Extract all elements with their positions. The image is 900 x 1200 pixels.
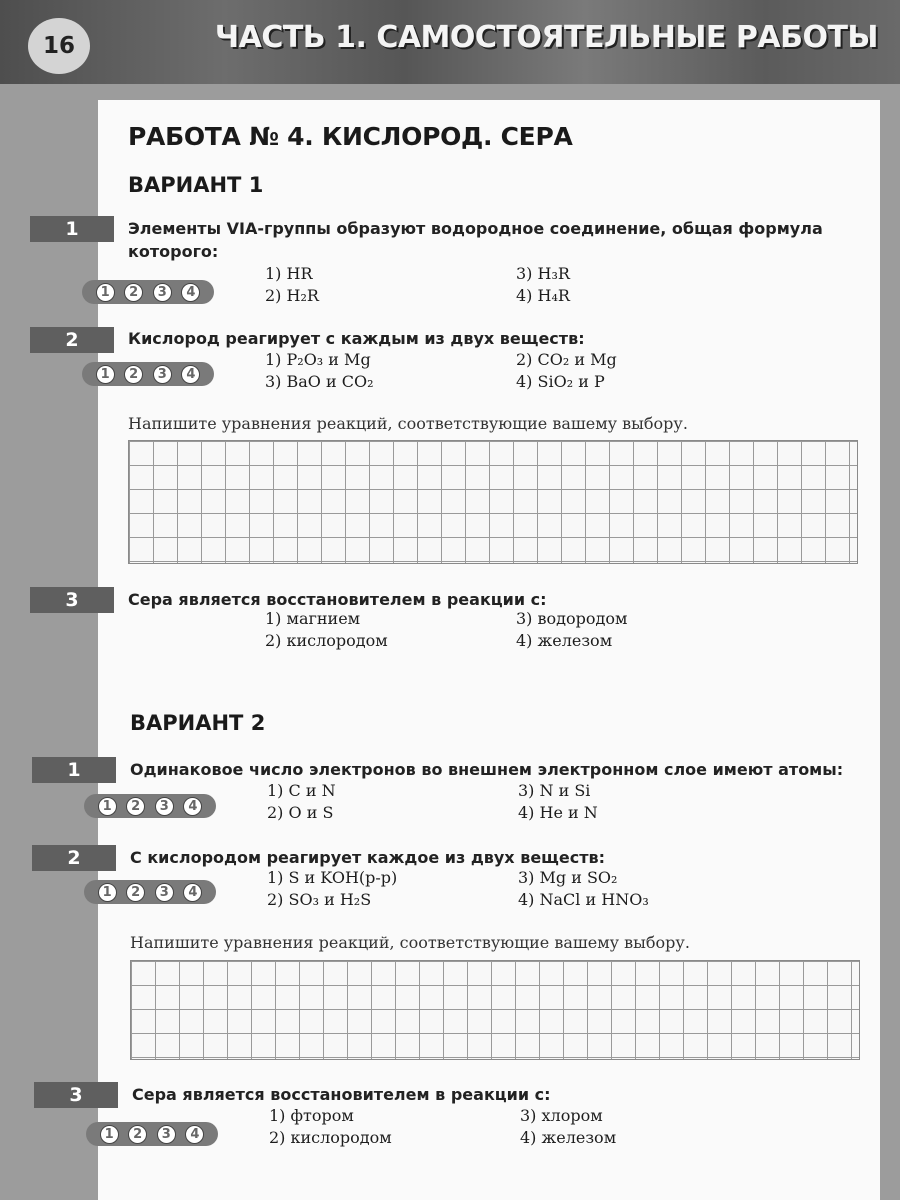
v1-q3-option-3: 3) водородом — [516, 609, 628, 628]
v1-q2-text: Кислород реагирует с каждым из двух веществ: — [128, 329, 585, 348]
answer-choice-3[interactable]: 3 — [155, 797, 174, 816]
v1-q1-option-2: 2) H₂R — [265, 286, 319, 305]
v2-q2-instruction: Напишите уравнения реакций, соответствующие вашему выбору. — [130, 933, 690, 952]
v2-q3-option-4: 4) железом — [520, 1128, 617, 1147]
v2-q2-number-tab: 2 — [32, 845, 116, 871]
header-banner — [0, 0, 900, 84]
answer-choice-2[interactable]: 2 — [124, 365, 143, 384]
answer-choice-4[interactable]: 4 — [181, 283, 200, 302]
work-title: РАБОТА № 4. КИСЛОРОД. СЕРА — [128, 122, 573, 151]
v2-q2-answer-choices — [84, 880, 216, 904]
v2-q3-number-tab: 3 — [34, 1082, 118, 1108]
v1-q1-answer-choices — [82, 280, 214, 304]
v1-q1-option-1: 1) HR — [265, 264, 313, 283]
answer-choice-1[interactable]: 1 — [100, 1125, 119, 1144]
answer-choice-2[interactable]: 2 — [126, 883, 145, 902]
answer-choice-1[interactable]: 1 — [98, 797, 117, 816]
v2-q1-option-3: 3) N и Si — [518, 781, 591, 800]
v2-q2-option-1: 1) S и KOH(р-р) — [267, 868, 398, 887]
v1-q1-text-line1: Элементы VIA-группы образуют водородное соединение, общая формула — [128, 219, 823, 238]
section-title: ЧАСТЬ 1. САМОСТОЯТЕЛЬНЫЕ РАБОТЫ — [214, 20, 878, 55]
v1-q3-option-2: 2) кислородом — [265, 631, 388, 650]
answer-choice-4[interactable]: 4 — [183, 883, 202, 902]
answer-choice-3[interactable]: 3 — [155, 883, 174, 902]
answer-choice-1[interactable]: 1 — [98, 883, 117, 902]
v2-q1-text: Одинаковое число электронов во внешнем электронном слое имеют атомы: — [130, 760, 844, 779]
v1-q1-number-tab: 1 — [30, 216, 114, 242]
v1-q2-number-tab: 2 — [30, 327, 114, 353]
v1-q3-option-4: 4) железом — [516, 631, 613, 650]
answer-choice-4[interactable]: 4 — [181, 365, 200, 384]
answer-choice-1[interactable]: 1 — [96, 365, 115, 384]
variant-2-title: ВАРИАНТ 2 — [130, 711, 266, 735]
answer-choice-2[interactable]: 2 — [128, 1125, 147, 1144]
v2-q1-option-2: 2) O и S — [267, 803, 334, 822]
answer-choice-4[interactable]: 4 — [185, 1125, 204, 1144]
v2-q3-text: Сера является восстановителем в реакции с: — [132, 1085, 551, 1104]
v2-q1-answer-choices — [84, 794, 216, 818]
answer-choice-2[interactable]: 2 — [124, 283, 143, 302]
v1-q2-option-1: 1) P₂O₃ и Mg — [265, 350, 371, 369]
v2-q1-option-4: 4) He и N — [518, 803, 598, 822]
v2-q3-answer-choices — [86, 1122, 218, 1146]
v1-q2-instruction: Напишите уравнения реакций, соответствующие вашему выбору. — [128, 414, 688, 433]
v2-q3-option-2: 2) кислородом — [269, 1128, 392, 1147]
v2-q3-option-1: 1) фтором — [269, 1106, 354, 1125]
v2-q1-number-tab: 1 — [32, 757, 116, 783]
v2-q3-option-3: 3) хлором — [520, 1106, 603, 1125]
answer-choice-4[interactable]: 4 — [183, 797, 202, 816]
answer-choice-3[interactable]: 3 — [153, 365, 172, 384]
v1-q3-option-1: 1) магнием — [265, 609, 361, 628]
variant-1-title: ВАРИАНТ 1 — [128, 173, 264, 197]
v2-q2-option-3: 3) Mg и SO₂ — [518, 868, 618, 887]
v1-q2-option-4: 4) SiO₂ и P — [516, 372, 605, 391]
v2-q2-text: С кислородом реагирует каждое из двух веществ: — [130, 848, 605, 867]
v1-q1-text-line2: которого: — [128, 242, 219, 261]
v1-q2-answer-choices — [82, 362, 214, 386]
v2-q2-option-4: 4) NaCl и HNO₃ — [518, 890, 649, 909]
v2-q2-option-2: 2) SO₃ и H₂S — [267, 890, 372, 909]
v1-answer-grid[interactable] — [128, 440, 858, 564]
answer-choice-3[interactable]: 3 — [153, 283, 172, 302]
answer-choice-2[interactable]: 2 — [126, 797, 145, 816]
page-number: 16 — [28, 18, 90, 74]
answer-choice-1[interactable]: 1 — [96, 283, 115, 302]
answer-choice-3[interactable]: 3 — [157, 1125, 176, 1144]
v1-q2-option-3: 3) BaO и CO₂ — [265, 372, 374, 391]
v2-answer-grid[interactable] — [130, 960, 860, 1060]
v1-q1-option-3: 3) H₃R — [516, 264, 570, 283]
v1-q2-option-2: 2) CO₂ и Mg — [516, 350, 617, 369]
v1-q3-number-tab: 3 — [30, 587, 114, 613]
v2-q1-option-1: 1) C и N — [267, 781, 336, 800]
v1-q1-option-4: 4) H₄R — [516, 286, 570, 305]
v1-q3-text: Сера является восстановителем в реакции с: — [128, 590, 547, 609]
